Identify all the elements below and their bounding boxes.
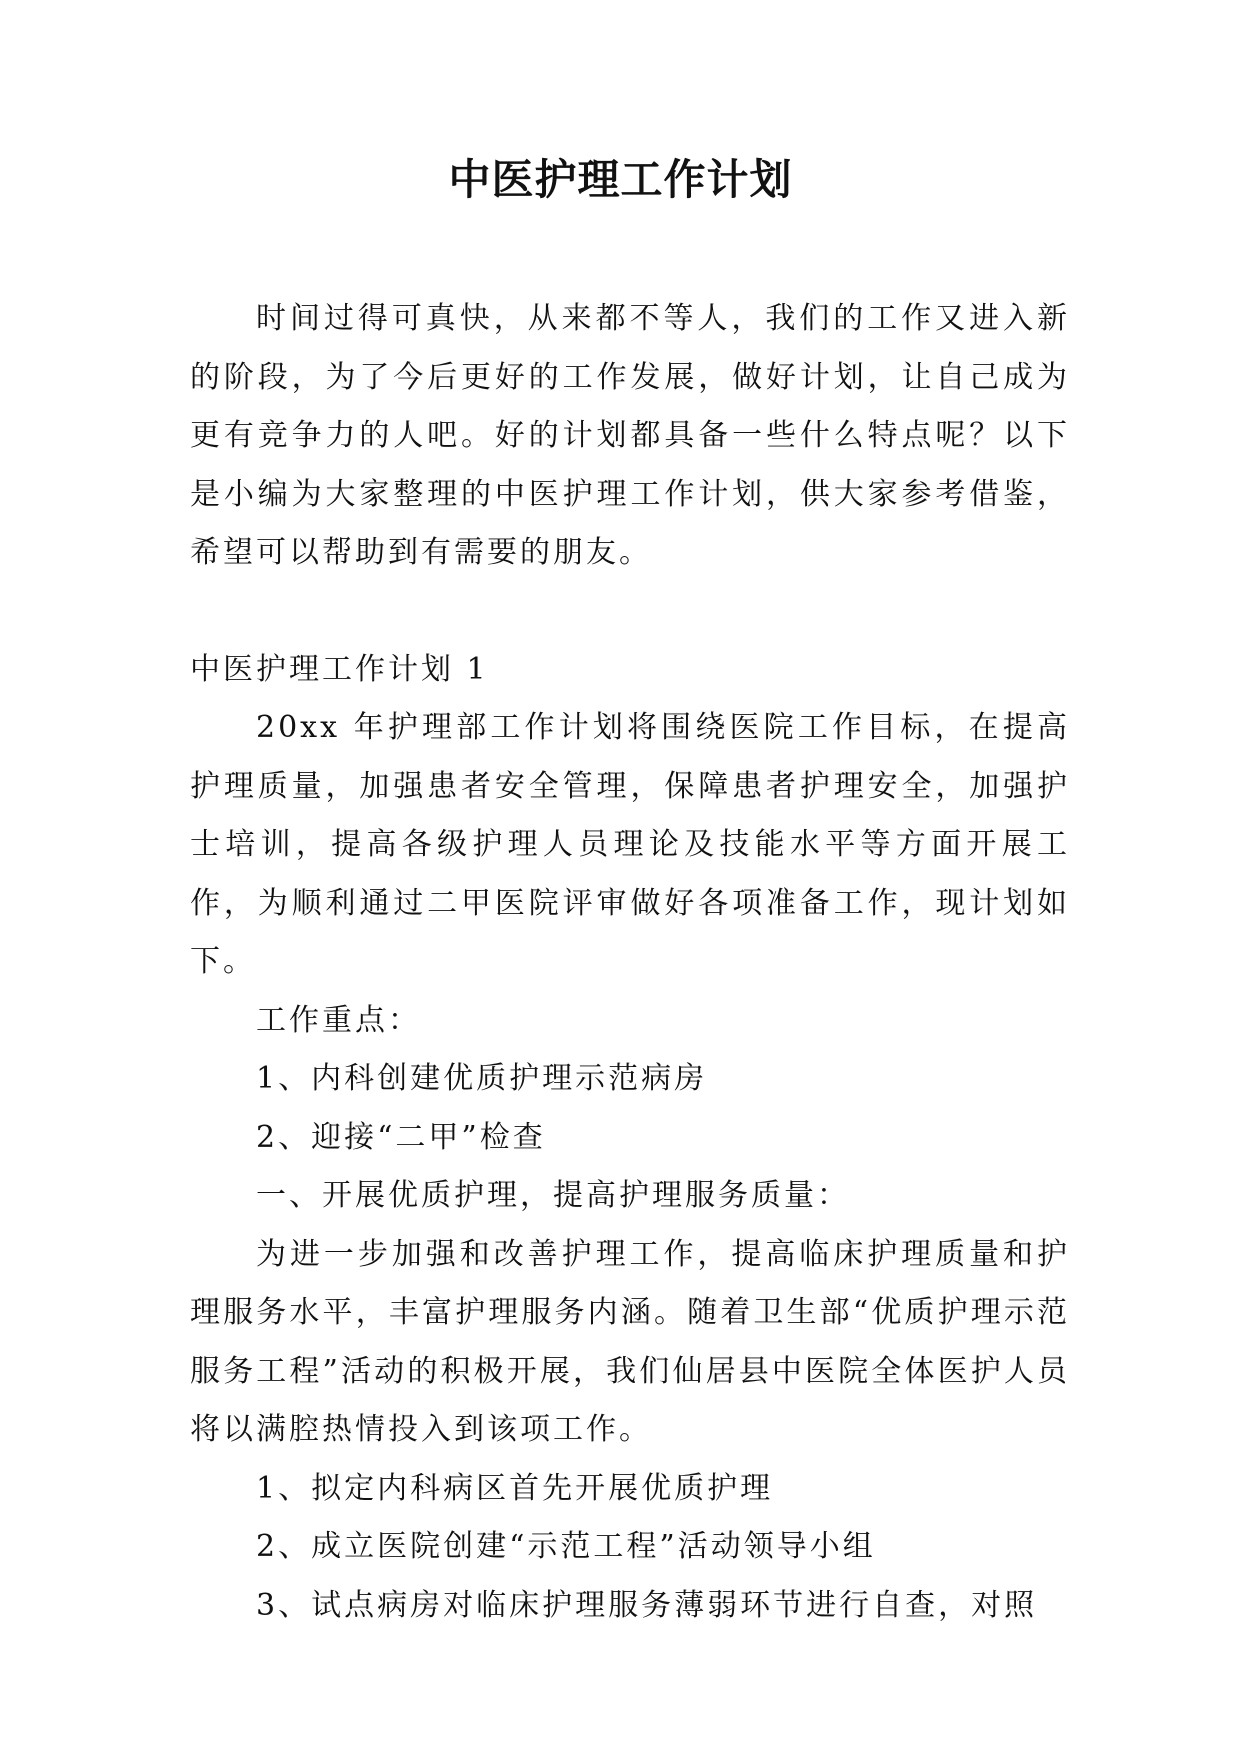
list-item: 1、拟定内科病区首先开展优质护理 bbox=[256, 1470, 774, 1506]
document-title: 中医护理工作计划 bbox=[448, 155, 793, 204]
focus-heading: 工作重点： bbox=[256, 1002, 421, 1038]
body-paragraph: 20xx 年护理部工作计划将围绕医院工作目标，在提高护理质量，加强患者安全管理，保障患者护理安全，加强护士培训，提高各级护理人员理论及技能水平等方面开展工作，为顺利通过二甲医院评审做好各项准备工作，现计划如下。 bbox=[190, 710, 1070, 979]
focus-item: 1、内科创建优质护理示范病房 bbox=[256, 1061, 708, 1096]
intro-paragraph: 时间过得可真快，从来都不等人，我们的工作又进入新的阶段，为了今后更好的工作发展，做好计划，让自己成为更有竞争力的人吧。好的计划都具备一些什么特点呢？以下是小编为大家整理的中医护理工作计划，供大家参考借鉴，希望可以帮助到有需要的朋友。 bbox=[190, 301, 1070, 570]
subsection-heading: 一、开展优质护理，提高护理服务质量： bbox=[256, 1178, 850, 1213]
focus-item: 2、迎接“二甲”检查 bbox=[256, 1119, 546, 1155]
list-item: 2、成立医院创建“示范工程”活动领导小组 bbox=[256, 1529, 876, 1564]
body-paragraph: 为进一步加强和改善护理工作，提高临床护理质量和护理服务水平，丰富护理服务内涵。随着卫生部“优质护理示范服务工程”活动的积极开展，我们仙居县中医院全体医护人员将以满腔热情投入到该项工作。 bbox=[190, 1236, 1070, 1447]
paragraph-spacer bbox=[190, 583, 1070, 641]
section-heading: 中医护理工作计划 1 bbox=[190, 651, 489, 687]
document-body bbox=[190, 290, 1070, 1635]
list-item: 3、试点病房对临床护理服务薄弱环节进行自查，对照 bbox=[256, 1587, 1038, 1623]
